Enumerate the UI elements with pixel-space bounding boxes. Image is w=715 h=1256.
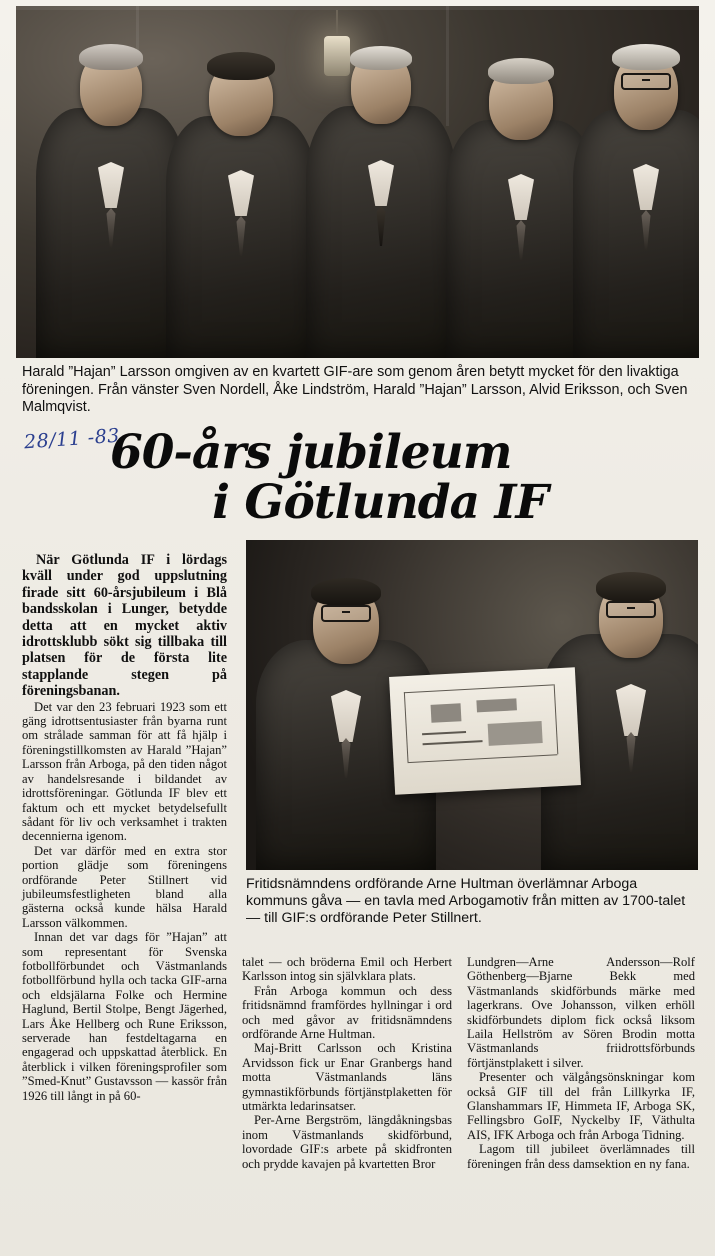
article-column-1 [22, 552, 227, 1103]
middle-photograph [246, 540, 698, 870]
headline-line-2: i Götlunda IF [212, 475, 548, 530]
article-paragraph: Innan det var dags för ”Hajan” att som representant för Svenska fotbollförbundet och Västmanlands fotbollförbund hylla och tacka GIF-arna och eldsjälarna Folke och Hermine Haglund, Bertil Stolpe, Bengt Jägerhed, Lars Åke Hellberg och Rune Eriksson, serverade han festdeltagarna en engagerad och uppskattad återblick. En återblick i vilken föreningsprofiler som ”Smed-Knut” Gustavsson — kassör från 1926 till långt in på 60- [22, 930, 227, 1103]
top-photograph [16, 6, 699, 358]
person-figure [576, 6, 699, 358]
article-paragraph: Det var därför med en extra stor portion glädje som föreningens ordförande Peter Stillnert vid jubileumsfestligheten bland alla gästerna också kunde hälsa Harald Larsson välkommen. [22, 843, 227, 930]
framed-arboga-motif [389, 667, 581, 795]
headline-line-1: 60-års jubileum [110, 425, 512, 480]
person-figure [166, 6, 316, 358]
middle-photo-caption: Fritidsnämndens ordförande Arne Hultman överlämnar Arboga kommuns gåva — en tavla med Arbogamotiv från mitten av 1700-talet — till GIF:s ordförande Peter Stillnert. [246, 876, 686, 926]
article-paragraph: Maj-Britt Carlsson och Kristina Arvidsson fick ur Enar Granbergs hand motta Västmanlands läns gymnastikförbunds förtjänstplaketten för utmärkta ledarinsatser. [242, 1041, 452, 1114]
top-photo-caption: Harald ”Hajan” Larsson omgiven av en kvartett GIF-are som genom åren betytt mycket för den livaktiga föreningen. Från vänster Sven Nordell, Åke Lindström, Harald ”Hajan” Larsson, Alvid Eriksson, och Sven Malmqvist. [22, 364, 688, 416]
person-figure [36, 6, 186, 358]
article-paragraph: Lundgren—Arne Andersson—Rolf Göthenberg—Bjarne Bekk med Västmanlands skidförbunds märke med lagerkrans. Ove Johansson, vilken erhöll skidförbundets diplom fick också liksom Laila Hellström av Sören Brodin motta Västmanlands friidrottsförbunds förtjänstplakett i silver. [467, 955, 695, 1070]
article-column-3 [467, 955, 695, 1171]
article-paragraph: Det var den 23 februari 1923 som ett gäng idrottsentusiaster från byarna runt om strålade samman för att få hjälp i föreningstillkomsten av Harald ”Hajan” Larsson från Arboga, på den tiden något av handelsresande i bildandet av idrottsföreningar. Götlunda IF blev ett faktum och ett mycket betydelsefullt sådant för liv och verksamhet i trakten decennierna igenom. [22, 699, 227, 844]
article-paragraph: Presenter och välgångsönskningar kom också GIF till del från Lillkyrka IF, Glanshammars IF, Himmeta IF, Arboga SK, Fellingsbro GoIF, Nyckelby IF, Väthulta AIS, IFK Arboga och från Arboga Tidning. [467, 1070, 695, 1142]
handwritten-date: 28/11 -83 [23, 424, 121, 454]
eyeglasses-icon [606, 601, 656, 618]
page-title [110, 425, 710, 530]
article-paragraph: När Götlunda IF i lördags kväll under god uppslutning firade sitt 60-årsjubileum i Blå bandsskolan i Lunger, betydde detta att en mycket aktiv idrottsklubb sökt sig tillbaka till platsen för de första lite stapplande stegen på föreningsbanan. [22, 552, 227, 700]
article-column-2 [242, 955, 452, 1171]
eyeglasses-icon [621, 73, 671, 90]
article-paragraph: Från Arboga kommun och dess fritidsnämnd framfördes hyllningar i ord och med gåvor av fritidsnämndens ordförande Arne Hultman. [242, 983, 452, 1042]
article-paragraph: Lagom till jubileet överlämnades till föreningen från dess damsektion en ny fana. [467, 1142, 695, 1171]
eyeglasses-icon [321, 605, 371, 622]
article-paragraph: Per-Arne Bergström, längdåkningsbas inom Västmanlands skidförbund, lovordade GIF:s arbete på skidfronten och prydde kavajen på kvartetten Bror [242, 1113, 452, 1171]
article-paragraph: talet — och bröderna Emil och Herbert Karlsson intog sin självklara plats. [242, 955, 452, 984]
person-figure [306, 6, 456, 358]
